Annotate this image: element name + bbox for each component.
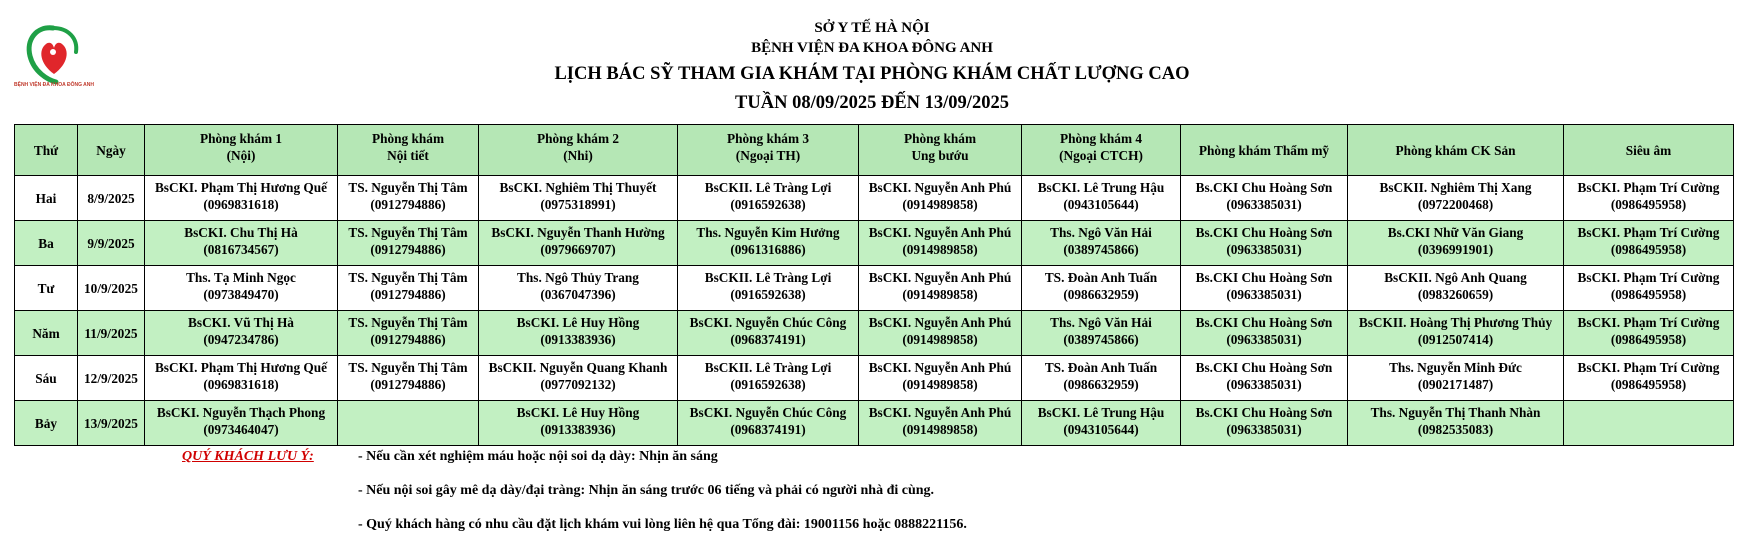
doctor-phone: (0986495958) xyxy=(1610,332,1687,347)
doctor-phone: (0916592638) xyxy=(730,197,806,212)
column-header xyxy=(1564,125,1734,176)
doctor-phone: (0912794886) xyxy=(370,377,446,392)
column-header-line1: Phòng khám 1 xyxy=(199,131,283,146)
date-cell: 9/9/2025 xyxy=(78,221,145,266)
doctor-name: TS. Nguyễn Thị Tâm xyxy=(348,180,468,195)
doctor-phone: (0963385031) xyxy=(1226,242,1302,257)
doctor-phone: (0972200468) xyxy=(1417,197,1494,212)
column-header-line1: Phòng khám Thẩm mỹ xyxy=(1198,142,1330,158)
date-cell: 8/9/2025 xyxy=(78,176,145,221)
doctor-phone: (0914989858) xyxy=(902,422,978,437)
doctor-cell xyxy=(1564,311,1734,356)
doctor-phone: (0963385031) xyxy=(1226,377,1302,392)
doctor-phone: (0986632959) xyxy=(1063,377,1139,392)
doctor-name: BsCKI. Nguyễn Anh Phú xyxy=(868,405,1012,420)
doctor-name: BsCKI. Nguyễn Anh Phú xyxy=(868,270,1012,285)
table-row xyxy=(15,401,1734,446)
doctor-name: BsCKI. Nguyễn Thạch Phong xyxy=(156,405,326,420)
doctor-name: BsCKI. Phạm Trí Cường xyxy=(1577,315,1720,330)
doctor-cell xyxy=(678,311,859,356)
doctor-phone: (0902171487) xyxy=(1417,377,1494,392)
doctor-name: BsCKI. Lê Trung Hậu xyxy=(1037,180,1165,195)
doctor-phone: (0914989858) xyxy=(902,377,978,392)
column-header xyxy=(15,125,78,176)
logo-caption: BỆNH VIỆN ĐA KHOA ĐÔNG ANH xyxy=(14,82,95,88)
doctor-cell xyxy=(1181,176,1348,221)
doctor-cell xyxy=(1564,401,1734,446)
doctor-phone: (0389745866) xyxy=(1063,332,1139,347)
doctor-phone: (0963385031) xyxy=(1226,197,1302,212)
doctor-name: BsCKI. Phạm Trí Cường xyxy=(1577,180,1720,195)
table-row xyxy=(15,356,1734,401)
doctor-phone: (0963385031) xyxy=(1226,287,1302,302)
doctor-name: BsCKI. Nghiêm Thị Thuyết xyxy=(499,180,657,195)
doctor-phone: (0975318991) xyxy=(540,197,616,212)
doctor-name: Bs.CKI Nhữ Văn Giang xyxy=(1387,225,1524,240)
doctor-cell xyxy=(338,221,479,266)
doctor-name: Ths. Tạ Minh Ngọc xyxy=(186,270,296,285)
doctor-cell xyxy=(1564,356,1734,401)
doctor-phone: (0914989858) xyxy=(902,242,978,257)
date-cell: 13/9/2025 xyxy=(78,401,145,446)
column-header-line2: (Nội) xyxy=(226,148,256,163)
doctor-phone: (0968374191) xyxy=(730,422,806,437)
doctor-cell xyxy=(1022,266,1181,311)
doctor-phone: (0914989858) xyxy=(902,197,978,212)
doctor-name: BsCKI. Nguyễn Anh Phú xyxy=(868,180,1012,195)
column-header-line2: Nội tiết xyxy=(387,148,429,163)
doctor-cell xyxy=(338,176,479,221)
table-row xyxy=(15,266,1734,311)
day-cell: Năm xyxy=(15,311,78,356)
column-header xyxy=(479,125,678,176)
doctor-phone: (0963385031) xyxy=(1226,422,1302,437)
doctor-name: BsCKI. Vũ Thị Hà xyxy=(188,315,294,330)
column-header xyxy=(338,125,479,176)
doctor-name: BsCKI. Nguyễn Chúc Công xyxy=(689,315,847,330)
day-cell: Ba xyxy=(15,221,78,266)
doctor-name: BsCKI. Nguyễn Anh Phú xyxy=(868,315,1012,330)
doctor-name: BsCKII. Lê Tràng Lợi xyxy=(704,270,832,285)
doctor-name: BsCKII. Lê Tràng Lợi xyxy=(704,360,832,375)
doctor-phone: (0986632959) xyxy=(1063,287,1139,302)
doctor-cell xyxy=(479,311,678,356)
doctor-cell xyxy=(1022,356,1181,401)
column-header xyxy=(678,125,859,176)
doctor-name: BsCKI. Nguyễn Chúc Công xyxy=(689,405,847,420)
doctor-name: Ths. Ngô Văn Hải xyxy=(1050,225,1152,240)
doctor-name: BsCKII. Nghiêm Thị Xang xyxy=(1379,180,1532,195)
column-header-line1: Phòng khám 3 xyxy=(726,131,810,146)
doctor-name: TS. Nguyễn Thị Tâm xyxy=(348,315,468,330)
doctor-cell xyxy=(1348,311,1564,356)
doctor-cell xyxy=(145,266,338,311)
column-header-line1: Phòng khám CK Sản xyxy=(1395,142,1516,158)
doctor-phone: (0912794886) xyxy=(370,287,446,302)
doctor-phone: (0973849470) xyxy=(203,287,279,302)
doctor-cell xyxy=(678,356,859,401)
doctor-cell xyxy=(145,401,338,446)
day-cell: Hai xyxy=(15,176,78,221)
doctor-name: TS. Nguyễn Thị Tâm xyxy=(348,270,468,285)
doctor-cell xyxy=(859,356,1022,401)
doctor-phone: (0986495958) xyxy=(1610,197,1687,212)
doctor-cell xyxy=(145,176,338,221)
doctor-cell xyxy=(338,356,479,401)
doctor-phone: (0983260659) xyxy=(1417,287,1494,302)
doctor-name: BsCKI. Phạm Thị Hương Quế xyxy=(154,180,328,195)
doctor-phone: (0912794886) xyxy=(370,197,446,212)
doctor-cell xyxy=(479,221,678,266)
date-cell: 10/9/2025 xyxy=(78,266,145,311)
doctor-phone: (0916592638) xyxy=(730,377,806,392)
doctor-name: BsCKI. Nguyễn Thanh Hường xyxy=(491,225,665,240)
doctor-cell xyxy=(479,176,678,221)
note-hotline: - Quý khách hàng có nhu cầu đặt lịch khám vui lòng liên hệ qua Tổng đài: 19001156 hoặc 0888221156. xyxy=(358,517,967,532)
doctor-phone: (0961316886) xyxy=(730,242,806,257)
doctor-name: Ths. Nguyễn Minh Đức xyxy=(1389,360,1522,375)
column-header-line1: Phòng khám 2 xyxy=(536,131,620,146)
doctor-cell xyxy=(338,311,479,356)
doctor-cell xyxy=(145,311,338,356)
doctor-phone: (0963385031) xyxy=(1226,332,1302,347)
doctor-name: BsCKI. Lê Huy Hồng xyxy=(516,315,640,330)
header-row xyxy=(15,125,1734,176)
column-header xyxy=(1181,125,1348,176)
doctor-cell xyxy=(479,356,678,401)
doctor-phone: (0943105644) xyxy=(1063,422,1139,437)
date-cell: 12/9/2025 xyxy=(78,356,145,401)
doctor-name: TS. Nguyễn Thị Tâm xyxy=(348,360,468,375)
doctor-name: Ths. Ngô Thủy Trang xyxy=(517,270,639,285)
doctor-name: BsCKI. Phạm Trí Cường xyxy=(1577,360,1720,375)
doctor-cell xyxy=(479,401,678,446)
doctor-name: BsCKI. Nguyễn Anh Phú xyxy=(868,360,1012,375)
doctor-name: BsCKI. Lê Huy Hồng xyxy=(516,405,640,420)
doctor-cell xyxy=(338,401,479,446)
day-cell: Sáu xyxy=(15,356,78,401)
doctor-cell xyxy=(1564,221,1734,266)
doctor-phone: (0367047396) xyxy=(540,287,616,302)
doctor-cell xyxy=(678,266,859,311)
doctor-phone: (0912794886) xyxy=(370,332,446,347)
doctor-phone: (0969831618) xyxy=(203,377,279,392)
notes-label: QUÝ KHÁCH LƯU Ý: xyxy=(182,449,314,464)
doctor-cell xyxy=(479,266,678,311)
doctor-name: BsCKII. Ngô Anh Quang xyxy=(1384,270,1527,285)
doctor-phone: (0912507414) xyxy=(1417,332,1494,347)
doctor-phone: (0973464047) xyxy=(203,422,279,437)
doctor-name: TS. Đoàn Anh Tuấn xyxy=(1044,270,1158,285)
day-cell: Tư xyxy=(15,266,78,311)
column-header xyxy=(1348,125,1564,176)
column-header-line2: (Ngoại TH) xyxy=(735,148,801,163)
schedule-table xyxy=(14,124,1734,446)
column-header-line2: (Ngoại CTCH) xyxy=(1059,148,1143,163)
doctor-name: Bs.CKI Chu Hoàng Sơn xyxy=(1195,315,1333,330)
doctor-cell xyxy=(1564,266,1734,311)
doctor-name: BsCKI. Nguyễn Anh Phú xyxy=(868,225,1012,240)
doctor-cell xyxy=(859,266,1022,311)
doctor-cell xyxy=(859,401,1022,446)
doctor-phone: (0947234786) xyxy=(203,332,279,347)
doctor-cell xyxy=(1181,311,1348,356)
department-name: SỞ Y TẾ HÀ NỘI xyxy=(814,20,930,36)
column-header-line1: Siêu âm xyxy=(1625,142,1672,158)
column-header-line2: Ung bướu xyxy=(911,148,969,163)
doctor-cell xyxy=(145,221,338,266)
doctor-name: Bs.CKI Chu Hoàng Sơn xyxy=(1195,270,1333,285)
doctor-cell xyxy=(1564,176,1734,221)
doctor-phone: (0914989858) xyxy=(902,287,978,302)
doctor-cell xyxy=(678,401,859,446)
doctor-cell xyxy=(1022,311,1181,356)
doctor-phone: (0968374191) xyxy=(730,332,806,347)
doctor-cell xyxy=(1348,176,1564,221)
doctor-name: BsCKII. Nguyễn Quang Khanh xyxy=(488,360,668,375)
table-row xyxy=(15,176,1734,221)
column-header-line1: Phòng khám xyxy=(371,131,445,146)
doctor-phone: (0986495958) xyxy=(1610,377,1687,392)
doctor-phone: (0914989858) xyxy=(902,332,978,347)
doctor-name: BsCKII. Hoàng Thị Phương Thủy xyxy=(1358,315,1553,330)
doctor-cell xyxy=(145,356,338,401)
column-header-line2: (Nhi) xyxy=(563,148,593,163)
column-header xyxy=(1022,125,1181,176)
doctor-cell xyxy=(1022,221,1181,266)
doctor-name: BsCKI. Chu Thị Hà xyxy=(184,225,298,240)
doctor-name: Ths. Ngô Văn Hải xyxy=(1050,315,1152,330)
doctor-cell xyxy=(678,176,859,221)
doctor-name: Bs.CKI Chu Hoàng Sơn xyxy=(1195,180,1333,195)
doctor-phone: (0986495958) xyxy=(1610,242,1687,257)
doctor-name: Ths. Nguyễn Thị Thanh Nhàn xyxy=(1370,405,1541,420)
column-header-line1: Phòng khám xyxy=(903,131,977,146)
column-header xyxy=(145,125,338,176)
doctor-cell xyxy=(1181,401,1348,446)
table-row xyxy=(15,221,1734,266)
doctor-cell xyxy=(1348,401,1564,446)
doctor-phone: (0913383936) xyxy=(540,422,616,437)
doctor-phone: (0969831618) xyxy=(203,197,279,212)
doctor-cell xyxy=(859,311,1022,356)
doctor-name: Bs.CKI Chu Hoàng Sơn xyxy=(1195,360,1333,375)
doctor-name: Bs.CKI Chu Hoàng Sơn xyxy=(1195,405,1333,420)
doctor-phone: (0977092132) xyxy=(540,377,616,392)
column-header-line1: Thứ xyxy=(33,142,59,158)
doctor-phone: (0816734567) xyxy=(203,242,279,257)
doctor-cell xyxy=(1181,356,1348,401)
doctor-cell xyxy=(338,266,479,311)
column-header-line1: Ngày xyxy=(96,142,126,158)
doctor-cell xyxy=(1348,221,1564,266)
doctor-cell xyxy=(1348,356,1564,401)
date-cell: 11/9/2025 xyxy=(78,311,145,356)
doctor-phone: (0913383936) xyxy=(540,332,616,347)
column-header xyxy=(859,125,1022,176)
day-cell: Bảy xyxy=(15,401,78,446)
doctor-phone: (0982535083) xyxy=(1417,422,1494,437)
hospital-name: BỆNH VIỆN ĐA KHOA ĐÔNG ANH xyxy=(751,40,993,56)
doctor-cell xyxy=(859,221,1022,266)
doctor-name: Ths. Nguyễn Kim Hưởng xyxy=(696,225,840,240)
column-header-line1: Phòng khám 4 xyxy=(1059,131,1143,146)
doctor-cell xyxy=(1022,401,1181,446)
doctor-cell xyxy=(1181,221,1348,266)
table-row xyxy=(15,311,1734,356)
doctor-cell xyxy=(1022,176,1181,221)
note-fasting: - Nếu cần xét nghiệm máu hoặc nội soi dạ dày: Nhịn ăn sáng xyxy=(358,449,718,464)
doctor-name: BsCKI. Phạm Trí Cường xyxy=(1577,270,1720,285)
doctor-phone: (0979669707) xyxy=(540,242,616,257)
doctor-cell xyxy=(859,176,1022,221)
doctor-phone: (0986495958) xyxy=(1610,287,1687,302)
doctor-cell xyxy=(1181,266,1348,311)
doctor-phone: (0943105644) xyxy=(1063,197,1139,212)
doctor-phone: (0389745866) xyxy=(1063,242,1139,257)
doctor-name: BsCKI. Phạm Trí Cường xyxy=(1577,225,1720,240)
week-range: TUẦN 08/09/2025 ĐẾN 13/09/2025 xyxy=(735,93,1009,113)
doctor-cell xyxy=(1348,266,1564,311)
note-endoscopy: - Nếu nội soi gây mê dạ dày/đại tràng: Nhịn ăn sáng trước 06 tiếng và phải có người nhà đi cùng. xyxy=(358,483,935,498)
doctor-name: BsCKI. Phạm Thị Hương Quế xyxy=(154,360,328,375)
doctor-phone: (0912794886) xyxy=(370,242,446,257)
doctor-phone: (0396991901) xyxy=(1417,242,1494,257)
doctor-name: BsCKI. Lê Trung Hậu xyxy=(1037,405,1165,420)
page-title: LỊCH BÁC SỸ THAM GIA KHÁM TẠI PHÒNG KHÁM CHẤT LƯỢNG CAO xyxy=(554,64,1190,84)
column-header xyxy=(78,125,145,176)
doctor-phone: (0916592638) xyxy=(730,287,806,302)
doctor-name: TS. Nguyễn Thị Tâm xyxy=(348,225,468,240)
doctor-name: Bs.CKI Chu Hoàng Sơn xyxy=(1195,225,1333,240)
doctor-cell xyxy=(678,221,859,266)
doctor-name: BsCKII. Lê Tràng Lợi xyxy=(704,180,832,195)
doctor-name: TS. Đoàn Anh Tuấn xyxy=(1044,360,1158,375)
